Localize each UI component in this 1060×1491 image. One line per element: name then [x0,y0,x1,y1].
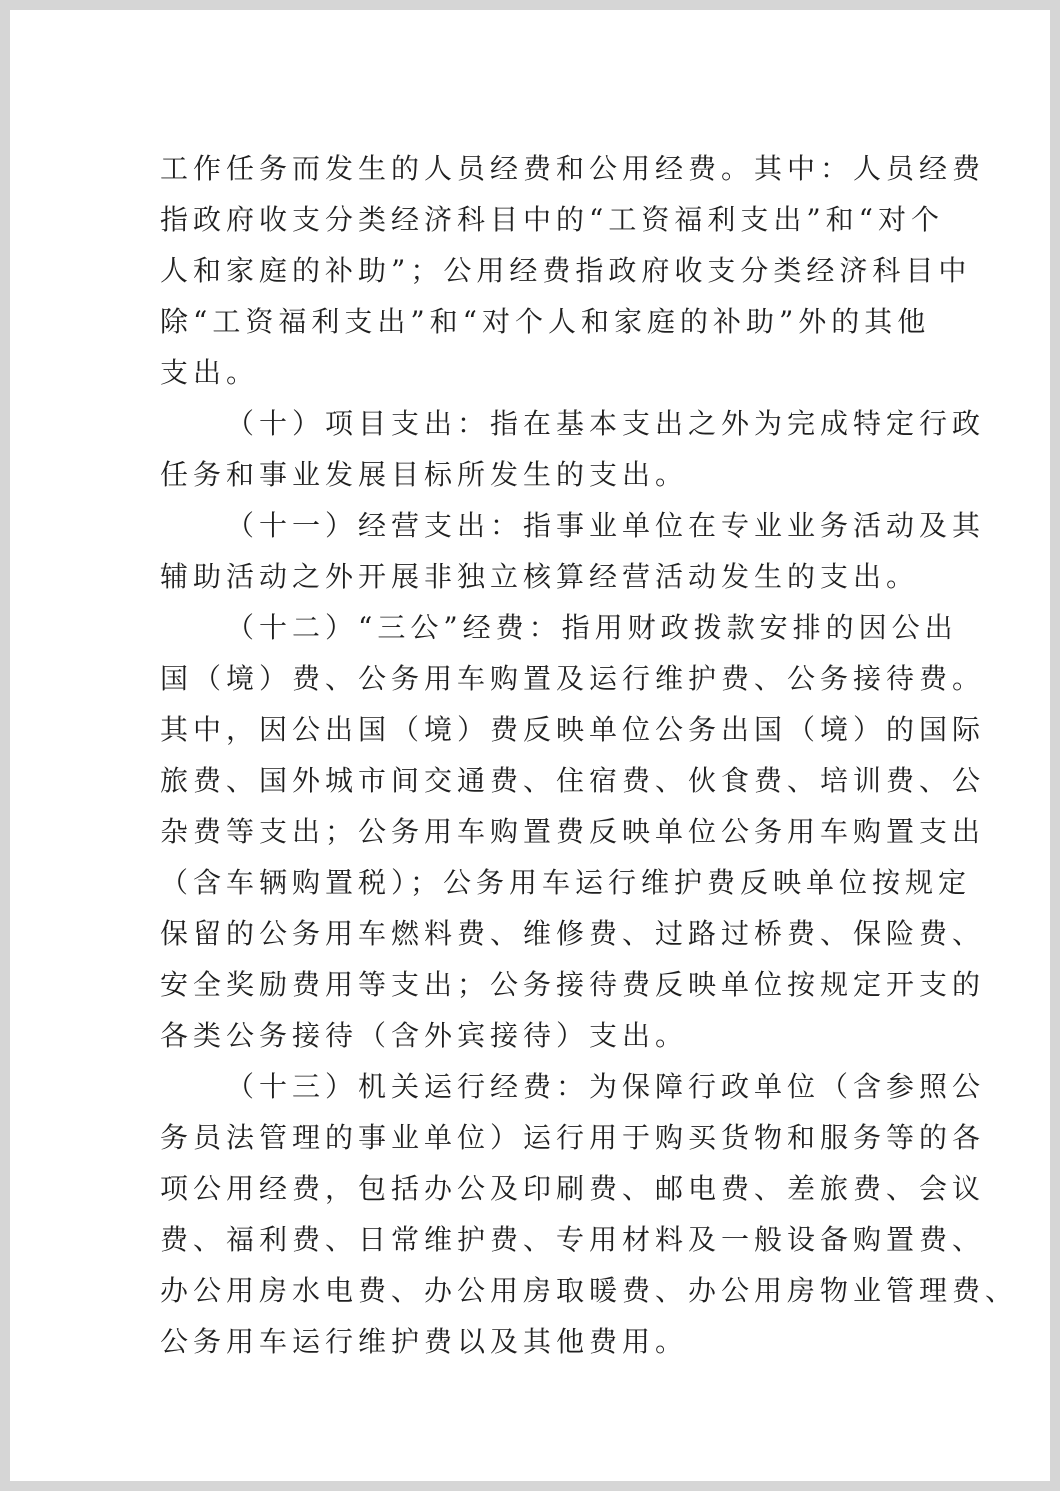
text-line: 杂费等支出；公务用车购置费反映单位公务用车购置支出 [160,815,986,848]
text-line: 项公用经费，包括办公及印刷费、邮电费、差旅费、会议 [160,1172,986,1205]
text-line: 各类公务接待（含外宾接待）支出。 [160,1019,689,1052]
text-line: 工作任务而发生的人员经费和公用经费。其中：人员经费 [160,152,986,185]
document-body [160,143,1019,1367]
text-line: 安全奖励费用等支出；公务接待费反映单位按规定开支的 [160,968,986,1001]
text-line: 费、福利费、日常维护费、专用材料及一般设备购置费、 [160,1223,986,1256]
text-line: 国（境）费、公务用车购置及运行维护费、公务接待费。 [160,662,986,695]
text-line: 旅费、国外城市间交通费、住宿费、伙食费、培训费、公 [160,764,986,797]
text-line: 人和家庭的补助”；公用经费指政府收支分类经济科目中 [160,254,972,287]
text-line: （含车辆购置税）；公务用车运行维护费反映单位按规定 [160,866,972,899]
paragraph [160,500,986,602]
text-line: 务员法管理的事业单位）运行用于购买货物和服务等的各 [160,1121,986,1154]
paragraph [160,602,986,1061]
paragraph [160,398,986,500]
paragraph [160,143,986,398]
text-line: 除“工资福利支出”和“对个人和家庭的补助”外的其他 [160,305,931,338]
paragraph [160,1061,1019,1367]
text-line: 指政府收支分类经济科目中的“工资福利支出”和“对个 [160,203,944,236]
text-line: 保留的公务用车燃料费、维修费、过路过桥费、保险费、 [160,917,986,950]
text-line: 支出。 [160,356,260,389]
text-line: 辅助活动之外开展非独立核算经营活动发生的支出。 [160,560,920,593]
text-line: 任务和事业发展目标所发生的支出。 [160,458,689,491]
text-line: （十三）机关运行经费：为保障行政单位（含参照公 [226,1070,986,1103]
text-line: 办公用房水电费、办公用房取暖费、办公用房物业管理费、 [160,1274,1019,1307]
text-line: （十二）“三公”经费：指用财政拨款安排的因公出 [226,611,958,644]
text-line: 公务用车运行维护费以及其他费用。 [160,1325,689,1358]
text-line: （十一）经营支出：指事业单位在专业业务活动及其 [226,509,986,542]
text-line: （十）项目支出：指在基本支出之外为完成特定行政 [226,407,986,440]
text-line: 其中，因公出国（境）费反映单位公务出国（境）的国际 [160,713,986,746]
